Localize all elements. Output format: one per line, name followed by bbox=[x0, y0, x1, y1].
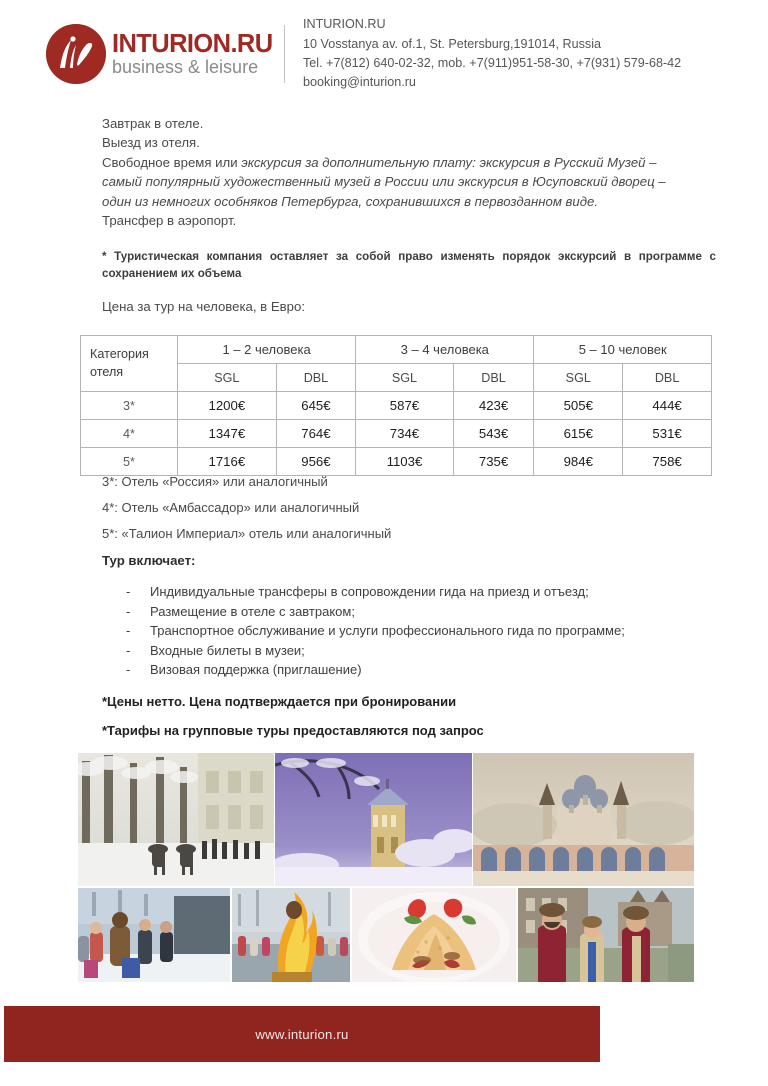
price-table bbox=[80, 335, 712, 476]
bullet-dash: - bbox=[126, 603, 131, 619]
row-1-category: 4* bbox=[81, 420, 178, 448]
list-item-label: Индивидуальные трансферы в сопровождении гида на приезд и отъезд; bbox=[150, 584, 589, 599]
row-0-cell-2: 587€ bbox=[356, 392, 454, 420]
row-2-category: 5* bbox=[81, 448, 178, 476]
table-subheader-1: DBL bbox=[276, 364, 356, 392]
table-header-group-1: 3 – 4 человека bbox=[356, 336, 534, 364]
brand-logo[interactable] bbox=[46, 24, 273, 84]
row-0-cell-4: 505€ bbox=[534, 392, 623, 420]
footnote-net-prices: *Цены нетто. Цена подтверждается при бронировании bbox=[102, 694, 457, 709]
footer-bar bbox=[4, 1006, 600, 1062]
row-0-category: 3* bbox=[81, 392, 178, 420]
contact-email[interactable]: booking@inturion.ru bbox=[303, 75, 416, 90]
row-1-cell-2: 734€ bbox=[356, 420, 454, 448]
row-2-cell-1: 956€ bbox=[276, 448, 356, 476]
bullet-dash: - bbox=[126, 662, 131, 678]
row-1-cell-4: 615€ bbox=[534, 420, 623, 448]
row-2-cell-5: 758€ bbox=[623, 448, 712, 476]
list-item-label: Размещение в отеле с завтраком; bbox=[150, 603, 355, 619]
row-1-cell-5: 531€ bbox=[623, 420, 712, 448]
intro-line-3-italic: экскурсия за дополнительную плату: экскурсия в Русский Музей – самый популярный художественный музей в России или экскурсия в Юсуповский дворец – один из немногих особняков Петербурга, сохранившихся в первозданном виде. bbox=[102, 154, 666, 209]
row-2-cell-2: 1103€ bbox=[356, 448, 454, 476]
row-1-cell-1: 764€ bbox=[276, 420, 356, 448]
row-0-cell-5: 444€ bbox=[623, 392, 712, 420]
row-0-cell-3: 423€ bbox=[453, 392, 534, 420]
intro-paragraph bbox=[102, 114, 682, 230]
table-row bbox=[81, 392, 712, 420]
table-header-row-groups bbox=[81, 336, 712, 364]
photo-folk-costumes bbox=[518, 888, 694, 982]
header-contact-info bbox=[303, 15, 681, 92]
price-label: Цена за тур на человека, в Евро: bbox=[102, 299, 305, 314]
brand-subtitle: business & leisure bbox=[112, 56, 259, 77]
table-subheader-3: DBL bbox=[453, 364, 534, 392]
intro-line-2: Выезд из отеля. bbox=[102, 135, 200, 151]
list-item bbox=[126, 582, 625, 602]
page-header bbox=[0, 0, 768, 108]
photo-novgorod-cathedral bbox=[473, 753, 694, 886]
photo-winter-kremlin-tower bbox=[275, 753, 472, 886]
table-row bbox=[81, 448, 712, 476]
bullet-dash: - bbox=[126, 642, 131, 658]
table-subheader-4: SGL bbox=[534, 364, 623, 392]
table-header-group-2: 5 – 10 человек bbox=[534, 336, 712, 364]
inturion-circle-logo-icon bbox=[46, 24, 106, 84]
row-2-cell-4: 984€ bbox=[534, 448, 623, 476]
list-item bbox=[126, 602, 625, 622]
header-divider bbox=[284, 25, 285, 83]
list-item-label: Входные билеты в музеи; bbox=[150, 642, 305, 658]
photo-blini-plate bbox=[352, 888, 516, 982]
table-subheader-2: SGL bbox=[356, 364, 454, 392]
hotel-note-5-star: 5*: «Талион Империал» отель или аналогичный bbox=[102, 526, 392, 541]
row-2-cell-0: 1716€ bbox=[178, 448, 277, 476]
includes-list bbox=[126, 582, 625, 680]
hotel-note-4-star: 4*: Отель «Амбассадор» или аналогичный bbox=[102, 500, 360, 515]
photo-winter-horse-carriage bbox=[78, 753, 274, 886]
intro-line-4: Трансфер в аэропорт. bbox=[102, 213, 237, 229]
intro-line-3 bbox=[102, 153, 682, 211]
table-subheader-5: DBL bbox=[623, 364, 712, 392]
intro-line-3-lead: Свободное время или bbox=[102, 154, 242, 170]
contact-address: 10 Vosstanya av. of.1, St. Petersburg,191014, Russia bbox=[303, 36, 602, 51]
photo-maslenitsa-crowd bbox=[78, 888, 230, 982]
list-item-label: Визовая поддержка (приглашение) bbox=[150, 662, 362, 678]
bullet-dash: - bbox=[126, 623, 131, 639]
bullet-dash: - bbox=[126, 584, 131, 599]
list-item bbox=[126, 641, 625, 661]
table-header-category: Категория отеля bbox=[81, 336, 178, 392]
list-item bbox=[126, 660, 625, 680]
list-item bbox=[126, 621, 625, 641]
photo-maslenitsa-bonfire bbox=[232, 888, 350, 982]
row-0-cell-1: 645€ bbox=[276, 392, 356, 420]
contact-site: INTURION.RU bbox=[303, 17, 386, 32]
row-2-cell-3: 735€ bbox=[453, 448, 534, 476]
intro-line-1: Завтрак в отеле. bbox=[102, 116, 204, 131]
footnote-group-rates: *Тарифы на групповые туры предоставляются под запрос bbox=[102, 723, 484, 738]
table-header-group-0: 1 – 2 человека bbox=[178, 336, 356, 364]
row-0-cell-0: 1200€ bbox=[178, 392, 277, 420]
footer-website-url[interactable]: www.inturion.ru bbox=[255, 1026, 349, 1042]
table-row bbox=[81, 420, 712, 448]
row-1-cell-3: 543€ bbox=[453, 420, 534, 448]
list-item-label: Транспортное обслуживание и услуги профессионального гида по программе; bbox=[150, 623, 625, 639]
includes-title: Тур включает: bbox=[102, 553, 196, 568]
brand-title: INTURION.RU bbox=[112, 29, 273, 58]
hotel-note-3-star: 3*: Отель «Россия» или аналогичный bbox=[102, 474, 328, 489]
contact-phones: Tel. +7(812) 640-02-32, mob. +7(911)951-58-30, +7(931) 579-68-42 bbox=[303, 56, 682, 70]
table-subheader-0: SGL bbox=[178, 364, 277, 392]
brand-wordmark bbox=[112, 31, 273, 78]
row-1-cell-0: 1347€ bbox=[178, 420, 277, 448]
program-change-note: * Туристическая компания оставляет за собой право изменять порядок экскурсий в программе с сохранением их объема bbox=[102, 250, 716, 280]
